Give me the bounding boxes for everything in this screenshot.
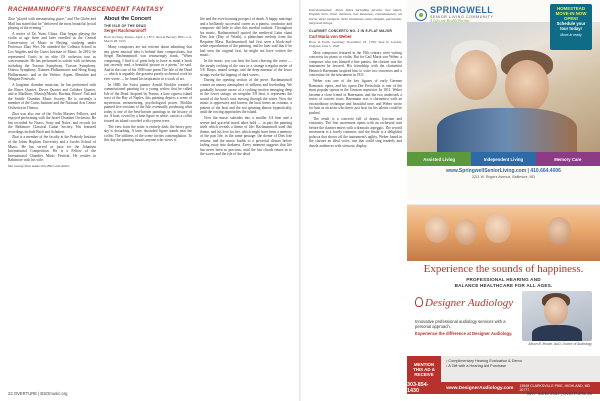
springwell-sub: SENIOR LIVING COMMUNITY [430,15,494,19]
paragraph: A longtime chamber musician, he has performed with the Ehnes Quartet, Dover Quartet and Calidore Quartet, and at Marlboro, Music@Menlo, Ravinia, Bravo! Vail and the Seattle Chamber Music Society. He is currently a member of the Curtis Institute and the National Arts Centre Orchestra in Ottawa. [8,83,96,110]
column-3 [200,17,292,158]
badge-line-2: Schedule your tour today! [556,21,586,31]
section-title: About the Concert [104,16,152,22]
paragraph: The result is a concerto full of drama, lyricism and virtuosity. The first movement opens with an orchestral tutti before the clarinet enters with a dramatic arpeggio. The second movement is a lovely romance, and the finale is a delightful polacca that shows off the instrument's agility. Weber found in the clarinet an ideal voice, one that could sing tenderly and dazzle audiences with virtuosic display. [309,116,402,148]
composer-meta: Born in Oneg, Russia, April 1, 1873; died in Beverly Hills, CA, March 28, 1943 [104,34,192,43]
springwell-website[interactable]: www.SpringwellSeniorLiving.com | 410.664.4006 [446,168,561,174]
page-footer: MAY–JUNE 2019 | OVERTURE 23 [527,391,592,396]
offer-header: MENTION THIS AD & RECEIVE [407,356,441,382]
paragraph: The view from the water is entirely dark; the heavy grey sky is disturbing. A lone, shrouded figure stands near the coffin. The stillness of the scene invites contemplation. To this day the painting haunts anyone who views it. [104,124,192,143]
paragraph: Zhai is a member of the faculty at the Peabody Institute of the Johns Hopkins University and a Jacobs School of Music. He has served as juror for the Johansen International Competition. He is a Fellow of the International Chamber Music Festival. He resides in Baltimore with his wife. [8,135,96,163]
footnote: Yao Guang Zhai makes this BSO solo debut. [8,163,70,168]
paragraph: Zhai was also one of the Violin Masters Fellows, and enjoyed performing with the Israel Chamber Orchestra. He has recorded for Naxos, Sony and Naïve, and records for the Baltimore Classical Guitar Society. His featured recordings include Bach and Schubert. [8,111,96,134]
paragraph: In the music you can hear the boat cleaving the water — the steady rocking of the oars in a strange irregular meter of 5/8. Harps, muted strings, and the deep murmur of the lower strings evoke the lapping of dark waves. [200,59,292,77]
composer-meta: Born in Eutin, Germany November 18, 1786; died in London, England, June 5, 1826 [309,40,402,49]
body-line-2: Experience the difference at Designer Audiology. [415,331,513,336]
composer-name: Sergei Rachmaninoff [104,28,146,34]
audiologist-photo [522,291,592,341]
family-photo [407,205,600,261]
body-line-1: Innovative professional audiology services with a personal approach. [415,319,506,329]
column-1 [8,17,96,170]
paragraph: Now the music subsides into a smaller 3/4 beat and a serene and graceful mood takes hold — in part the painting itself which reveals a theme of life. Rachmaninoff used this theme, and his love for her, which might have been a memory of the past life, in the same passage: the theme of Dies Irae returns, and the music builds to a powerful climax before fading away into darkness. Every moment suggests that life has never been so precious, until the last chords return us to the waves and the isle of the dead. [200,116,292,157]
instrumentation: Instrumentation: Three flutes including piccolo, two oboes, English horn, three clarinets, two bassoons, contrabassoon, six horns, three trumpets, three trombones, tuba, timpani, percussion, harp and strings. [309,8,402,25]
right-column [309,8,402,150]
springwell-tagline: A Lifecare Health Partner [430,19,470,23]
paragraph: Weber was one of the key figures of early German Romantic opera, and his opera Der Freischütz is one of the most popular operas in the German repertoire. In 1811, Weber became a close friend of Baermann, and the two undertook a series of concert tours. Baermann was a clarinettist with an extraordinary technique and beautiful tone, and Weber wrote for him as an artist who knew just how far his talents could be pushed. [309,79,402,115]
springwell-logo-icon [415,9,427,21]
badge-line-3: Move-in ready [560,32,582,37]
composer-name: Carl Maria von Weber [309,33,352,39]
springwell-name: SPRINGWELL [430,5,493,15]
springwell-logo [415,6,494,23]
offer-band [407,356,600,382]
offer-list [441,356,600,382]
piece-label: THE ISLE OF THE DEAD [104,23,147,28]
page-footer: 22 OVERTURE | BSOmusic.org [8,391,68,396]
paragraph: Zhai "played with mesmerizing grace," and The Globe and Mail has stated that he "delivered the most beautiful lyrical playing of the evening." [8,17,96,31]
badge-line-1: HOMESTEAD MOVE-IN NOW OPEN! [555,6,587,21]
paragraph: During the opening section of the piece, Rachmaninoff creates an uneasy atmosphere of stillness and foreboding. We gradually become aware of a rocking motion emerging deep in the lower strings: an irregular 5/8 beat, it represents the sound of the boat's oars moving through the water. Now the music is oppressive and barren; the boat forms an ostinato, a pattern of the boat and the sea spinning almost hypnotically, until the rowing approaches the island. [200,78,292,115]
service-tabs [407,152,600,166]
springwell-contact [407,168,600,179]
sub-line-1: PROFESSIONAL HEARING AND [466,277,541,282]
springwell-ad[interactable] [407,0,600,200]
paragraph: In 1880, the Swiss painter Arnold Böcklin created a commissioned painting for a young widow that he called Isle of the Dead. Inspired by Pontus, a lone cypress island west of the Bay of Naples, this painting depicts a scene of mysterious, mesmerizing, psychological power. Böcklin painted five versions of the Isle, eventually producing what today is one of the best-known paintings in the history of art. A boat, rowed by a lone figure in white, carries a coffin toward an island crowded with cypress trees. [104,82,192,123]
audiology-body [415,319,515,336]
sub-line-2: BALANCE HEALTHCARE FOR ALL AGES. [454,282,553,288]
audiologist-caption: Alison B. Brown, AuD, Doctor of Audiology [528,342,592,346]
tab-memory-care: Memory Care [536,152,600,166]
tab-assisted-living: Assisted Living [407,152,471,166]
offer-item: • A Gift with a Hearing Aid Purchase [446,364,595,369]
ad-headline: Experience the sounds of happiness. [423,263,584,275]
audiology-phone[interactable]: 303-854-1430 [407,382,429,394]
column-2 [104,17,192,144]
ad-subheadline [407,277,600,288]
audiology-ad[interactable] [407,204,600,394]
audiology-name: Designer Audiology [425,297,514,309]
right-page [301,0,600,401]
paragraph: Most composers featured in the 19th century were writing concertos for piano or violin. But for Carl Maria von Weber, a composer who was himself a fine pianist, the clarinet was the instrument he favored. His friendship with the clarinettist Heinrich Baermann inspired him to write two concertos and a concertino for the instrument in 1811. [309,50,402,78]
running-head: RACHMANINOFF'S TRANSCENDENT FANTASY [8,6,164,13]
springwell-address: 2211 W. Rogers Avenue, Baltimore, MD [471,175,536,179]
promo-badge [550,4,592,50]
paragraph: A native of Tai Yuan, China, Zhai began playing the violin at age three and later enrolled in the Central Conservatory of Music in Beijing, studying under Professor Zhao Wei. He attended the Colburn School in Los Angeles and the Curtis Institute of Music. In 2010, he represented Curtis in an elite US orchestra tour as concertmaster. He has performed as soloist with orchestras including the Toronto Symphony, Tucson Symphony, Ottawa Symphony, Xiamen Philharmonic and Hong Kong Philharmonic, and at the Verbier, Aspen, Menuhin and Wingate Festivals. [8,31,96,82]
audiology-website[interactable]: www.DesignerAudiology.com [446,385,514,391]
tab-independent-living: Independent Living [471,152,535,166]
paragraph: life and the ever-looming prospect of death. A happy marriage and a brilliantly successful career as a pianist, conductor and composer did little to alter this morbid outlook. Throughout his music, Rachmaninoff quoted the medieval Latin chant Dies Irae (Day of Wrath), a plainchant melody from the Requiem Mass. Rachmaninoff had first seen a black-and-white reproduction of the painting, and he later said that if he had seen the original first, he might not have written the music. [200,17,292,58]
audiology-address: 13548 CLARKSVILLE PIKE, HIGHLAND, MD 20777 [519,384,591,392]
offer-item: • Complimentary Hearing Evaluation & Demo [446,359,595,364]
ear-icon [415,297,423,307]
piece-label: CLARINET CONCERTO NO. 2 IN E-FLAT MAJOR [309,29,393,34]
paragraph: Many composers are not reticent about admitting that any given musical idea is behind their compositions, but Sergei Rachmaninoff was reassuringly frank. "When composing, I find it of great help to have in mind a book just recently read, a beautiful picture or a poem," he said. And in the case of his 1909 tone poem The Isle of the Dead — which is arguably the greatest purely orchestral work he ever wrote — he found his inspiration in a work of art. [104,45,192,81]
audiology-logo [415,293,515,311]
